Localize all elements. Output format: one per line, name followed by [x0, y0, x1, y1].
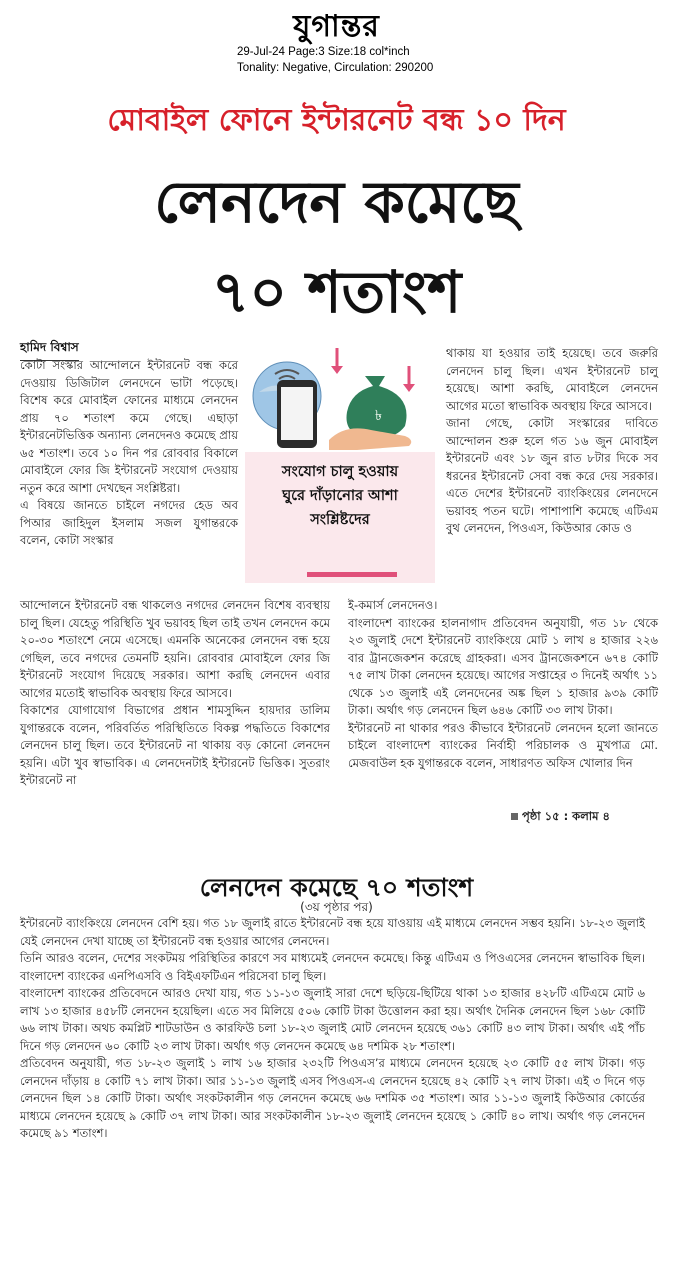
jump-text: পৃষ্ঠা ১৫ : কলাম ৪ — [522, 809, 610, 823]
paragraph: বিকাশের যোগাযোগ বিভাগের প্রধান শামসুদ্দিন হায়দার ডালিম যুগান্তরকে বলেন, পরিবর্তিত পরিস্থিতিতে বিকল্প পদ্ধতিতে বিকাশের লেনদেন চালু ছিল। তবে ইন্টারনেট না থাকায় বড় কোনো লেনদেন হয়নি। এটা খুব স্বাভাবিক। এ লেনদেনটাই ইন্টারনেট ভিত্তিক। সুতরাং ইন্টারনেট না — [20, 703, 330, 787]
paragraph: ইন্টারনেট না থাকার পরও কীভাবে ইন্টারনেট লেনদেন হলো জানতে চাইলে বাংলাদেশ ব্যাংকের নির্বাহী পরিচালক ও মুখপাত্র মো. মেজবাউল হক যুগান্তরকে বলেন, সাধারণত অফিস খোলার দিন — [348, 720, 658, 770]
paragraph: জানা গেছে, কোটা সংস্কারের দাবিতে আন্দোলন শুরু হলে গত ১৬ জুন মোবাইল ইন্টারনেট এবং ১৮ জুন রাত ৮টার দিকে সব ধরনের ইন্টারনেট সেবা বন্ধ করে দেয় সরকার। এতে দেশের ইন্টারনেট ব্যাংকিংয়ের লেনদেনে ভয়াবহ পতন ঘটে। পাশাপাশি কমেছে এটিএম বুথ লেনদেন, পিওএস, কিউআর কোড ও — [446, 416, 658, 535]
illustration-art — [245, 340, 435, 452]
caption-line: সংশ্লিষ্টদের — [310, 512, 370, 528]
paragraph: বাংলাদেশ ব্যাংকের হালনাগাদ প্রতিবেদন অনুযায়ী, গত ১৮ থেকে ২৩ জুলাই দেশে ইন্টারনেট ব্যাংকিংয়ে মোট ১ লাখ ৪ হাজার ২২৬ বার ট্রানজেকশন করেছে গ্রাহকরা। এসব ট্রানজেকশনে ৬৭৪ কোটি ৭৫ লাখ টাকা লেনদেন হয়েছে। আগের সপ্তাহের ৩ দিনেই অর্থাৎ ১১ থেকে ১৩ জুলাই এই লেনদেনের অঙ্ক ছিল ১ হাজার ৯৩৯ কোটি টাকা। অর্থাৎ গড় লেনদেন ছিল ৬৪৬ কোটি ৩৩ লাখ টাকা। — [348, 615, 658, 717]
illustration-caption — [245, 460, 435, 532]
headline-line-2: ৭০ শতাংশ — [211, 258, 462, 326]
phone-icon — [277, 380, 317, 448]
svg-text:৳: ৳ — [375, 408, 382, 424]
caption-line: ঘুরে দাঁড়ানোর আশা — [282, 488, 398, 504]
paragraph: আন্দোলনে ইন্টারনেট বন্ধ থাকলেও নগদের লেনদেন বিশেষ ব্যবস্থায় চালু ছিল। যেহেতু পরিস্থিতি খুব ভয়াবহ ছিল তাই তখন লেনদেন কমে ২০-৩০ শতাংশে নেমে এসেছে। এমনকি অনেকের লেনদেন বন্ধ হয়ে গেছিল, তবে নগদের তেমনটি হয়নি। রোববার মোবাইলে ফোর জি ইন্টারনেট সংযোগ দিয়েছে সরকার। আশা করছি লেনদেন এবার আগের মতোই স্বাভাবিক অবস্থায় ফিরে আসবে। — [20, 598, 330, 700]
continuation-subtitle: (৩য় পৃষ্ঠার পর) — [300, 900, 373, 914]
illustration-caption-box — [245, 452, 435, 583]
square-bullet-icon — [511, 813, 518, 820]
paragraph: ই-কমার্স লেনদেনও। — [348, 598, 438, 612]
paragraph: এ বিষয়ে জানতে চাইলে নগদের হেড অব পিআর জাহিদুল ইসলাম সজল যুগান্তরকে বলেন, কোটা সংস্কার — [20, 498, 238, 547]
caption-accent-bar — [307, 572, 397, 577]
article-kicker: মোবাইল ফোনে ইন্টারনেট বন্ধ ১০ দিন — [107, 103, 566, 138]
continuation-title: লেনদেন কমেছে ৭০ শতাংশ — [199, 873, 474, 902]
paragraph: তিনি আরও বলেন, দেশের সংকটময় পরিস্থিতির কারণে সব মাধ্যমেই লেনদেন কমেছে। কিন্তু এটিএম ও পিওএসের লেনদেন স্বাভাবিক ছিল। বাংলাদেশ ব্যাংকের এনপিএসবি ও বিইএফটিএন পরিসেবা চালু ছিল। — [20, 951, 645, 983]
article-bottom-left-column — [20, 597, 330, 790]
clipping-meta-line-2: Tonality: Negative, Circulation: 290200 — [237, 62, 434, 74]
headline-line-1: লেনদেন কমেছে — [154, 168, 519, 236]
newspaper-masthead: যুগান্তর — [293, 9, 380, 44]
article-bottom-right-column — [348, 597, 658, 772]
article-illustration — [245, 340, 435, 583]
byline: হামিদ বিশ্বাস — [20, 339, 79, 361]
caption-line: সংযোগ চালু হওয়ায় — [281, 464, 399, 480]
clipping-meta-line-1: 29-Jul-24 Page:3 Size:18 col*inch — [237, 46, 410, 58]
continued-on-label — [511, 808, 610, 827]
article-left-column — [20, 357, 238, 550]
paragraph: ইন্টারনেট ব্যাংকিংয়ে লেনদেন বেশি হয়। গত ১৮ জুলাই রাতে ইন্টারনেট বন্ধ হয়ে যাওয়ায় এই মাধ্যমে লেনদেন সম্ভব হয়নি। ১৮-২৩ জুলাই যেই লেনদেন দেখা যাচ্ছে তা ইন্টারনেট বন্ধ হওয়ার আগের লেনদেন। — [20, 916, 645, 948]
paragraph: বাংলাদেশ ব্যাংকের প্রতিবেদনে আরও দেখা যায়, গত ১১-১৩ জুলাই সারা দেশে ছড়িয়ে-ছিটিয়ে থাকা ১৩ হাজার ৪২৮টি এটিএমে মোট ৬ লাখ ১৩ হাজার ৪৫৮টি লেনদেন হয়েছিল। এতে সব মিলিয়ে ৫০৬ কোটি টাকা উত্তোলন করা হয়। অর্থাৎ দৈনিক লেনদেন ছিল ১৬৮ কোটি ৬৬ লাখ টাকা। অথচ কমপ্লিট শাটডাউন ও কারফিউ চলা ১৮-২৩ জুলাই মোট লেনদেন হয়েছে ৩৬১ কোটি ৪৩ লাখ টাকা। অর্থাৎ এই পাঁচ দিনে গড় লেনদেন ৬০ কোটি ২৩ লাখ টাকা। অর্থাৎ গড় লেনদেন কমেছে ৬৪ দশমিক ২৮ শতাংশ। — [20, 986, 645, 1053]
article-right-column — [446, 345, 658, 538]
paragraph: কোটা সংস্কার আন্দোলনে ইন্টারনেট বন্ধ করে দেওয়ায় ডিজিটাল লেনদেনে ভাটা পড়েছে। বিশেষ করে মোবাইল ফোনের মাধ্যমে লেনদেন প্রায় ৭০ শতাংশ কমে গেছে। এছাড়া ইন্টারনেটভিত্তিক অন্যান্য লেনদেনও কমেছে প্রায় ৬৫ শতাংশ। তবে ১০ দিন পর রোববার বিকালে মোবাইলে ফোর জি ইন্টারনেট সংযোগ দেওয়ায় নতুন করে আশা দেখছেন সংশ্লিষ্টরা। — [20, 358, 238, 495]
paragraph: প্রতিবেদন অনুযায়ী, গত ১৮-২৩ জুলাই ১ লাখ ১৬ হাজার ২৩২টি পিওএস’র মাধ্যমে লেনদেন হয়েছে ২৩ কোটি ৫৫ লাখ টাকা। গড় লেনদেন দাঁড়ায় ৪ কোটি ৭১ লাখ টাকা। আর ১১-১৩ জুলাই এসব পিওএস-এ লেনদেন হয়েছে ৪২ কোটি ২৭ লাখ টাকা। এই ৩ দিনে গড় লেনদেন ছিল ১৪ কোটি টাকা। অর্থাৎ সংকটকালীন গড় লেনদেন কমেছে ৬৬ দশমিক ৩৫ শতাংশ। আর ১১-১৩ জুলাই কিউআর কোর্ডের মাধ্যমে লেনদেন হয়েছে ৯ কোটি ৩৭ লাখ টাকা। আর সংকটকালীন ১৮-২৩ জুলাই লেনদেন হয়েছে ১ কোটি ৪০ লাখ। অর্থাৎ গড় লেনদেন কমেছে ৯১ শতাংশ। — [20, 1056, 645, 1140]
paragraph: থাকায় যা হওয়ার তাই হয়েছে। তবে জরুরি লেনদেন চালু ছিল। এখন ইন্টারনেট চালু হয়েছে। আশা করছি, মোবাইলে লেনদেন আগের মতো স্বাভাবিক অবস্থায় ফিরে আসবে। — [446, 346, 658, 413]
continuation-body — [20, 915, 645, 1143]
